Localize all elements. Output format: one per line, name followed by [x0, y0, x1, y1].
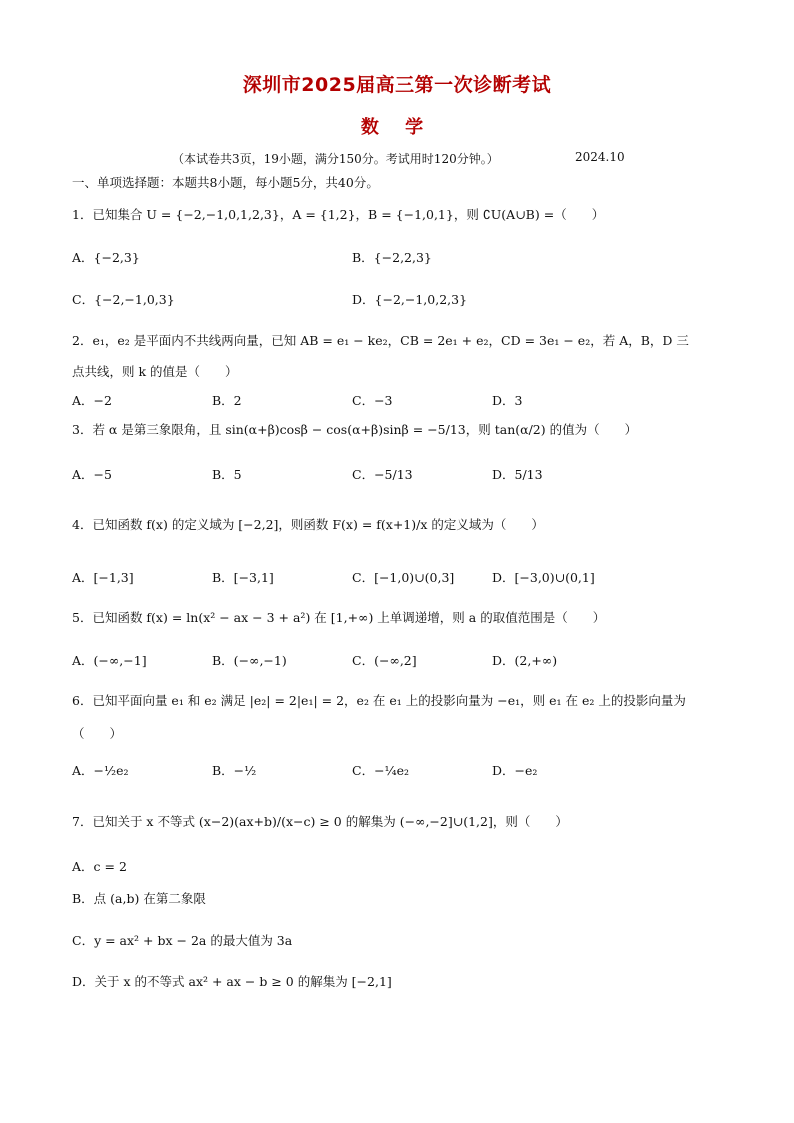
q2-option-d: D．3: [492, 393, 523, 408]
q7-option-c: C．y = ax² + bx − 2a 的最大值为 3a: [72, 933, 293, 948]
q2-option-b: B．2: [212, 393, 242, 408]
exam-info: （本试卷共3页，19小题，满分150分。考试用时120分钟。）: [172, 152, 499, 166]
q6-option-b: B．−½: [212, 763, 257, 778]
q4-option-b: B．[−3,1]: [212, 570, 274, 585]
question-7-stem: 7．已知关于 x 不等式 (x−2)(ax+b)/(x−c) ≥ 0 的解集为 (−∞,−2]∪(1,2]，则（ ）: [72, 814, 568, 829]
question-2-stem-cont: 点共线，则 k 的值是（ ）: [72, 364, 238, 379]
question-6-stem-cont: （ ）: [72, 726, 123, 741]
q6-option-a: A．−½e₂: [72, 763, 129, 778]
q5-option-a: A．(−∞,−1]: [72, 653, 147, 668]
q1-option-b: B．{−2,2,3}: [352, 250, 432, 265]
q4-option-c: C．[−1,0)∪(0,3]: [352, 570, 455, 585]
question-1-stem: 1．已知集合 U = {−2,−1,0,1,2,3}，A = {1,2}，B = {−1,0,1}，则 ∁U(A∪B) =（ ）: [72, 207, 605, 222]
exam-title: 深圳市2025届高三第一次诊断考试: [242, 74, 552, 96]
q3-option-b: B．5: [212, 467, 242, 482]
question-6-stem: 6．已知平面向量 e₁ 和 e₂ 满足 |e₂| = 2|e₁| = 2，e₂ 在 e₁ 上的投影向量为 −e₁，则 e₁ 在 e₂ 上的投影向量为: [72, 693, 686, 708]
q5-option-d: D．(2,+∞): [492, 653, 558, 668]
q7-option-d: D．关于 x 的不等式 ax² + ax − b ≥ 0 的解集为 [−2,1]: [72, 974, 392, 989]
question-4-stem: 4．已知函数 f(x) 的定义域为 [−2,2]，则函数 F(x) = f(x+1)/x 的定义域为（ ）: [72, 517, 544, 532]
q6-option-c: C．−¼e₂: [352, 763, 410, 778]
q4-option-d: D．[−3,0)∪(0,1]: [492, 570, 595, 585]
q7-option-b: B．点 (a,b) 在第二象限: [72, 891, 206, 906]
q2-option-a: A．−2: [72, 393, 112, 408]
q1-option-d: D．{−2,−1,0,2,3}: [352, 292, 468, 307]
q7-option-a: A．c = 2: [72, 859, 127, 874]
exam-date: 2024.10: [575, 150, 625, 164]
q1-option-c: C．{−2,−1,0,3}: [72, 292, 175, 307]
q5-option-b: B．(−∞,−1): [212, 653, 287, 668]
q6-option-d: D．−e₂: [492, 763, 538, 778]
q3-option-c: C．−5/13: [352, 467, 413, 482]
section-heading: 一、单项选择题：本题共8小题，每小题5分，共40分。: [72, 175, 379, 190]
q2-option-c: C．−3: [352, 393, 393, 408]
question-5-stem: 5．已知函数 f(x) = ln(x² − ax − 3 + a²) 在 [1,+∞) 上单调递增，则 a 的取值范围是（ ）: [72, 610, 606, 625]
q1-option-a: A．{−2,3}: [72, 250, 140, 265]
question-2-stem: 2．e₁，e₂ 是平面内不共线两向量，已知 AB = e₁ − ke₂，CB = 2e₁ + e₂，CD = 3e₁ − e₂，若 A，B，D 三: [72, 333, 689, 348]
subject-title: 数 学: [360, 117, 434, 138]
q3-option-d: D．5/13: [492, 467, 543, 482]
question-3-stem: 3．若 α 是第三象限角，且 sin(α+β)cosβ − cos(α+β)sinβ = −5/13，则 tan(α/2) 的值为（ ）: [72, 422, 638, 437]
q3-option-a: A．−5: [72, 467, 112, 482]
q4-option-a: A．[−1,3]: [72, 570, 134, 585]
q5-option-c: C．(−∞,2]: [352, 653, 417, 668]
